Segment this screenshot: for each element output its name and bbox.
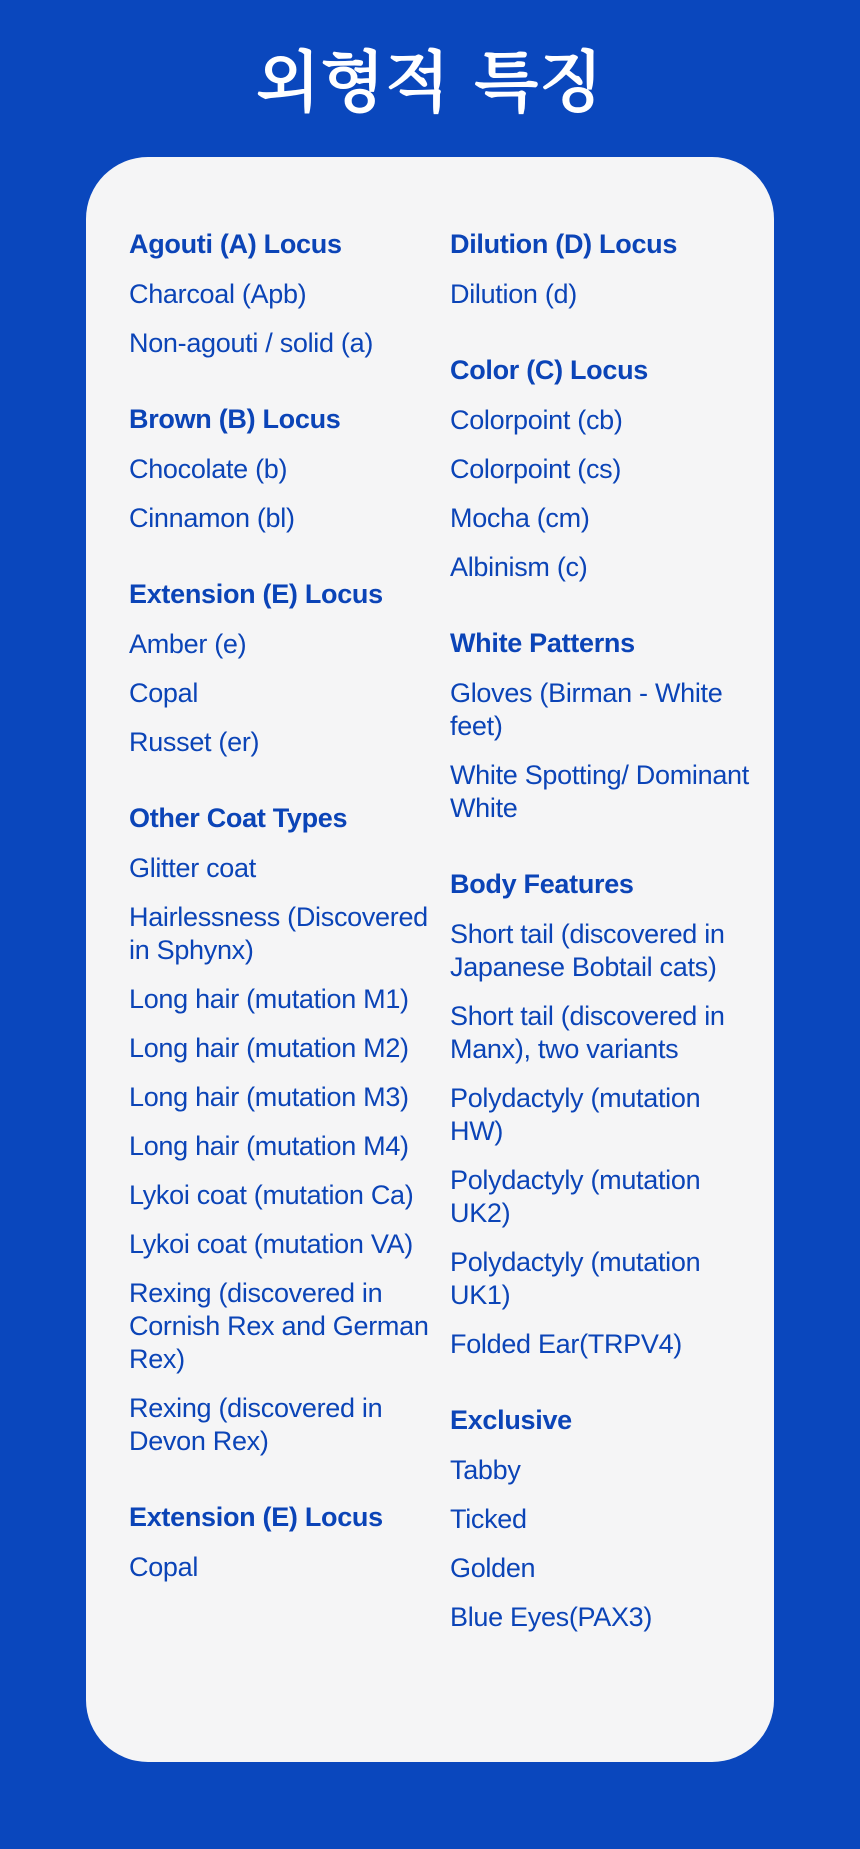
list-item: Lykoi coat (mutation Ca) xyxy=(129,1180,414,1210)
list-item: Polydactyly (mutation UK1) xyxy=(450,1247,701,1310)
list-item: Mocha (cm) xyxy=(450,503,590,533)
list-item: Long hair (mutation M1) xyxy=(129,984,409,1014)
list-item: Cinnamon (bl) xyxy=(129,503,295,533)
list-item: Short tail (discovered in Manx), two variants xyxy=(450,1001,725,1064)
section-dilution-locus xyxy=(450,227,750,311)
list-item: Lykoi coat (mutation VA) xyxy=(129,1229,413,1259)
section-title: Dilution (D) Locus xyxy=(450,229,678,259)
list-item: Long hair (mutation M2) xyxy=(129,1033,409,1063)
list-item: Polydactyly (mutation UK2) xyxy=(450,1165,701,1228)
list-item: Hairlessness (Discovered in Sphynx) xyxy=(129,902,428,965)
list-item: Copal xyxy=(129,1552,199,1582)
list-item: Folded Ear(TRPV4) xyxy=(450,1329,682,1359)
list-item: Rexing (discovered in Devon Rex) xyxy=(129,1393,383,1456)
list-item: Blue Eyes(PAX3) xyxy=(450,1602,653,1632)
section-exclusive xyxy=(450,1403,750,1634)
section-title: Extension (E) Locus xyxy=(129,579,383,609)
list-item: White Spotting/ Dominant White xyxy=(450,760,749,823)
section-title: Agouti (A) Locus xyxy=(129,229,342,259)
section-extension-locus-2 xyxy=(129,1500,439,1584)
section-extension-locus xyxy=(129,577,439,759)
traits-card xyxy=(86,157,774,1762)
list-item: Long hair (mutation M3) xyxy=(129,1082,409,1112)
list-item: Amber (e) xyxy=(129,629,247,659)
section-title: Body Features xyxy=(450,869,634,899)
section-brown-locus xyxy=(129,402,439,535)
section-title: Brown (B) Locus xyxy=(129,404,341,434)
list-item: Ticked xyxy=(450,1504,527,1534)
list-item: Golden xyxy=(450,1553,536,1583)
list-item: Polydactyly (mutation HW) xyxy=(450,1083,701,1146)
list-item: Albinism (c) xyxy=(450,552,588,582)
section-title: Other Coat Types xyxy=(129,803,348,833)
section-body-features xyxy=(450,867,750,1361)
section-title: White Patterns xyxy=(450,628,635,658)
list-item: Gloves (Birman - White feet) xyxy=(450,678,723,741)
list-item: Charcoal (Apb) xyxy=(129,279,307,309)
list-item: Glitter coat xyxy=(129,853,256,883)
section-title: Exclusive xyxy=(450,1405,572,1435)
section-title: Color (C) Locus xyxy=(450,355,648,385)
page-title: 외형적 특징 xyxy=(256,44,604,121)
section-title: Extension (E) Locus xyxy=(129,1502,383,1532)
section-agouti-locus xyxy=(129,227,439,360)
section-other-coat-types xyxy=(129,801,439,1458)
list-item: Russet (er) xyxy=(129,727,260,757)
list-item: Dilution (d) xyxy=(450,279,577,309)
section-color-locus xyxy=(450,353,750,584)
section-white-patterns xyxy=(450,626,750,825)
list-item: Copal xyxy=(129,678,199,708)
right-column xyxy=(450,227,750,1676)
list-item: Long hair (mutation M4) xyxy=(129,1131,409,1161)
list-item: Tabby xyxy=(450,1455,521,1485)
list-item: Non-agouti / solid (a) xyxy=(129,328,374,358)
list-item: Short tail (discovered in Japanese Bobtail cats) xyxy=(450,919,725,982)
list-item: Colorpoint (cs) xyxy=(450,454,622,484)
left-column xyxy=(129,227,439,1626)
list-item: Rexing (discovered in Cornish Rex and German Rex) xyxy=(129,1278,429,1374)
list-item: Colorpoint (cb) xyxy=(450,405,623,435)
list-item: Chocolate (b) xyxy=(129,454,288,484)
